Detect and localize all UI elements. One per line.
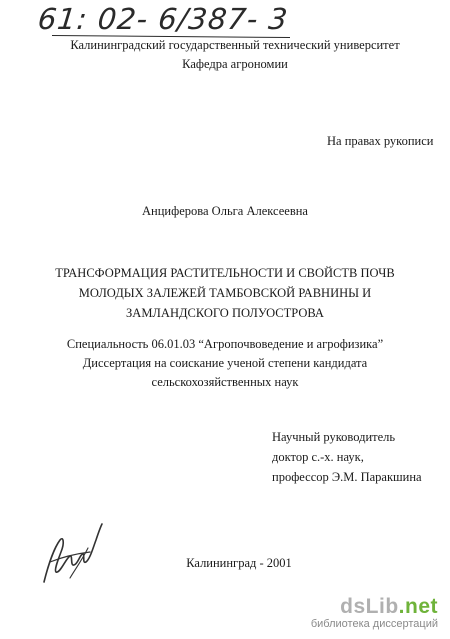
author-name: Анциферова Ольга Алексеевна (142, 204, 308, 218)
dissertation-title (0, 263, 450, 323)
handwritten-catalog-number: 61: 02- 6/387- 3 (36, 2, 290, 36)
university-name: Калининградский государственный технический университет (70, 38, 400, 52)
city-year: Калининград - 2001 (186, 556, 292, 570)
watermark-brand-main: dsLib (340, 595, 399, 618)
handwritten-signature (30, 518, 110, 590)
watermark-logo (311, 596, 438, 631)
degree-line: Диссертация на соискание ученой степени кандидата (82, 356, 368, 370)
watermark-brand-suffix: .net (398, 595, 438, 618)
advisor-block (272, 427, 422, 487)
degree-field-line: сельскохозяйственных наук (151, 375, 299, 389)
advisor-role: Научный руководитель (272, 430, 396, 444)
title-line-2: МОЛОДЫХ ЗАЛЕЖЕЙ ТАМБОВСКОЙ РАВНИНЫ И (78, 286, 372, 300)
title-line-1: ТРАНСФОРМАЦИЯ РАСТИТЕЛЬНОСТИ И СВОЙСТВ ПОЧВ (55, 266, 395, 280)
department-name: Кафедра агрономии (182, 57, 288, 71)
watermark-brand (311, 596, 438, 618)
watermark-caption: библиотека диссертаций (310, 618, 438, 630)
title-line-3: ЗАМЛАНДСКОГО ПОЛУОСТРОВА (126, 306, 324, 320)
specialty-block (0, 335, 450, 392)
specialty-line: Специальность 06.01.03 “Агропочвоведение и агрофизика” (66, 337, 384, 351)
advisor-name: профессор Э.М. Паракшина (272, 470, 422, 484)
rights-note: На правах рукописи (327, 134, 434, 148)
advisor-degree: доктор с.-х. наук, (272, 450, 364, 464)
